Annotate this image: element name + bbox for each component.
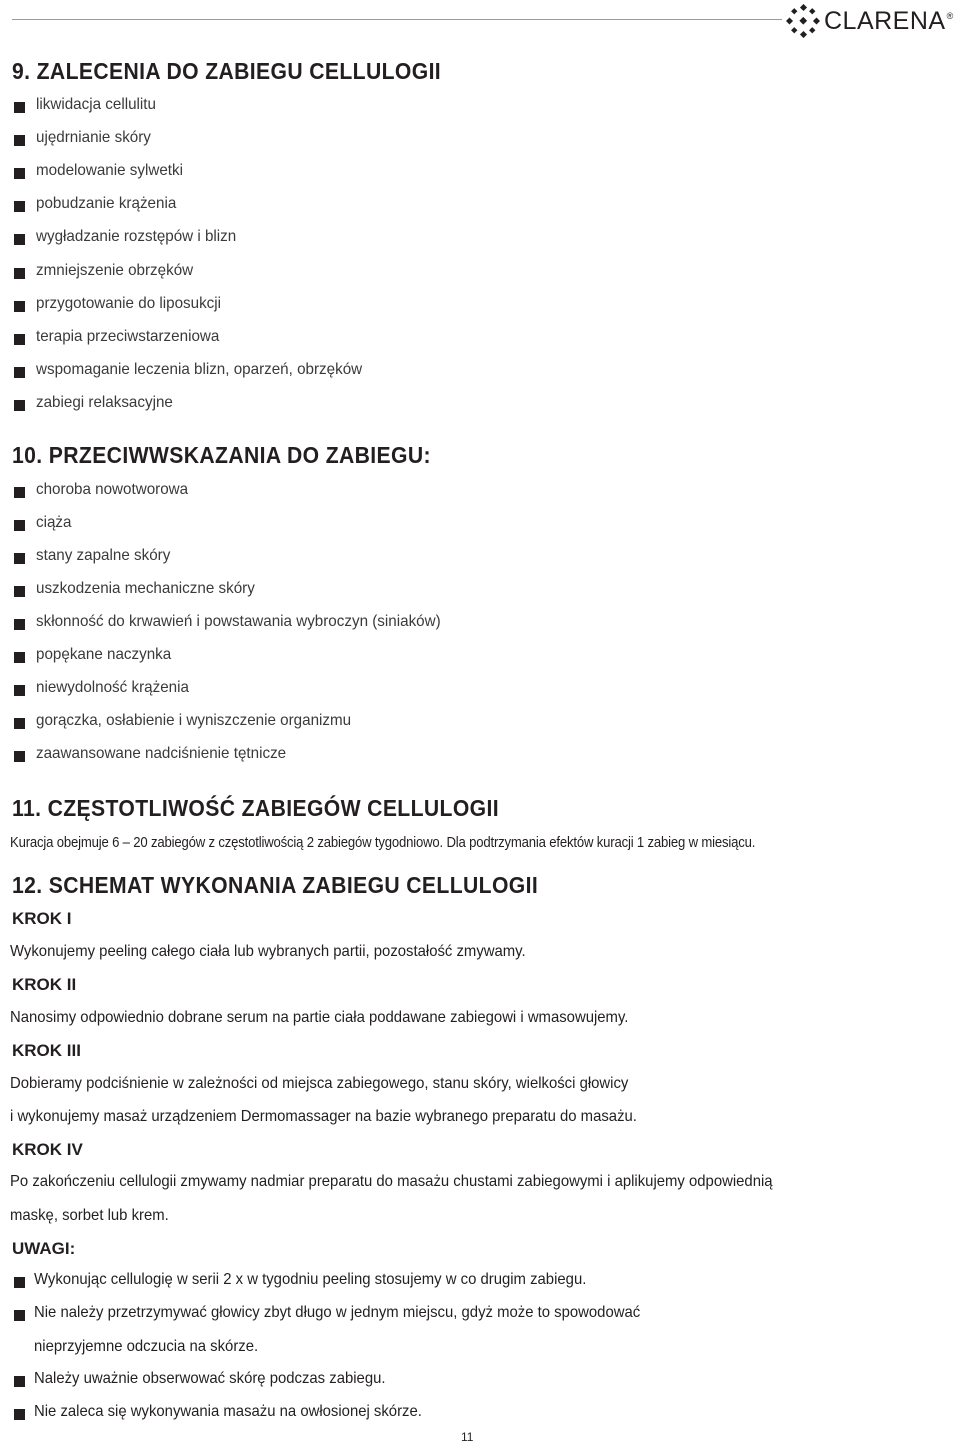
step-4-label: KROK IV (12, 1140, 83, 1159)
list-item: przygotowanie do liposukcji (36, 294, 222, 312)
bullet-icon (14, 652, 25, 663)
list-item: wygładzanie rozstępów i blizn (36, 228, 237, 246)
frequency-text: Kuracja obejmuje 6 – 20 zabiegów z częstotliwością 2 zabiegów tygodniowo. Dla podtrzymania efektów kuracji 1 zabieg w miesiącu. (10, 834, 756, 851)
step-4-line-1: Po zakończeniu cellulogii zmywamy nadmiar preparatu do masażu chustami zabiegowymi i aplikujemy odpowiednią (10, 1173, 773, 1190)
bullet-icon (14, 234, 25, 245)
bullet-icon (14, 1277, 25, 1288)
note-4-line-1: Nie zaleca się wykonywania masażu na owłosionej skórze. (34, 1403, 422, 1420)
note-2-line-2: nieprzyjemne odczucia na skórze. (34, 1338, 259, 1355)
note-1-line-1: Wykonując cellulogię w serii 2 x w tygodniu peeling stosujemy w co drugim zabiegu. (34, 1271, 587, 1288)
section-10-title: 10. PRZECIWWSKAZANIA DO ZABIEGU: (12, 442, 431, 468)
bullet-icon (14, 102, 25, 113)
bullet-icon (14, 553, 25, 564)
bullet-icon (14, 367, 25, 378)
bullet-icon (14, 718, 25, 729)
bullet-icon (14, 487, 25, 498)
brand-logo (786, 4, 958, 38)
list-item: zabiegi relaksacyjne (36, 393, 173, 411)
step-3-label: KROK III (12, 1041, 81, 1060)
note-3-line-1: Należy uważnie obserwować skórę podczas zabiegu. (34, 1370, 386, 1387)
bullet-icon (14, 1409, 25, 1420)
list-item: ujędrnianie skóry (36, 129, 151, 147)
bullet-icon (14, 1376, 25, 1387)
section-11-title: 11. CZĘSTOTLIWOŚĆ ZABIEGÓW CELLULOGII (12, 795, 499, 821)
list-item: stany zapalne skóry (36, 547, 171, 564)
step-2-line-1: Nanosimy odpowiednio dobrane serum na partie ciała poddawane zabiegowi i wmasowujemy. (10, 1009, 629, 1026)
bullet-icon (14, 586, 25, 597)
section-12-title: 12. SCHEMAT WYKONANIA ZABIEGU CELLULOGII (12, 872, 539, 898)
step-3-line-2: i wykonujemy masaż urządzeniem Dermomassager na bazie wybranego preparatu do masażu. (10, 1108, 637, 1125)
logo-flower-icon (786, 4, 820, 38)
list-item: skłonność do krwawień i powstawania wybroczyn (siniaków) (36, 613, 441, 630)
step-1-label: KROK I (12, 909, 72, 928)
bullet-icon (14, 520, 25, 531)
list-item: niewydolność krążenia (36, 679, 189, 696)
bullet-icon (14, 201, 25, 212)
list-item: modelowanie sylwetki (36, 162, 183, 180)
bullet-icon (14, 685, 25, 696)
step-4-line-2: maskę, sorbet lub krem. (10, 1207, 169, 1224)
bullet-icon (14, 135, 25, 146)
header-rule (12, 19, 782, 20)
bullet-icon (14, 168, 25, 179)
brand-name: CLARENA® (824, 6, 954, 35)
list-item: choroba nowotworowa (36, 481, 189, 498)
bullet-icon (14, 334, 25, 345)
notes-label: UWAGI: (12, 1239, 76, 1258)
list-item: gorączka, osłabienie i wyniszczenie organizmu (36, 712, 352, 729)
page-number: 11 (461, 1430, 474, 1444)
list-item: likwidacja cellulitu (36, 96, 156, 113)
bullet-icon (14, 268, 25, 279)
list-item: wspomaganie leczenia blizn, oparzeń, obrzęków (36, 360, 363, 378)
bullet-icon (14, 1310, 25, 1321)
list-item: pobudzanie krążenia (36, 195, 177, 213)
bullet-icon (14, 301, 25, 312)
note-2-line-1: Nie należy przetrzymywać głowicy zbyt długo w jednym miejscu, gdyż może to spowodować (34, 1304, 641, 1321)
list-item: terapia przeciwstarzeniowa (36, 327, 220, 345)
bullet-icon (14, 400, 25, 411)
list-item: popękane naczynka (36, 646, 172, 663)
list-item: zaawansowane nadciśnienie tętnicze (36, 745, 287, 762)
bullet-icon (14, 619, 25, 630)
step-1-line-1: Wykonujemy peeling całego ciała lub wybranych partii, pozostałość zmywamy. (10, 943, 526, 960)
step-2-label: KROK II (12, 975, 77, 994)
list-item: uszkodzenia mechaniczne skóry (36, 580, 255, 597)
section-9-title: 9. ZALECENIA DO ZABIEGU CELLULOGII (12, 58, 442, 84)
bullet-icon (14, 751, 25, 762)
list-item: ciąża (36, 514, 72, 531)
list-item: zmniejszenie obrzęków (36, 261, 194, 279)
step-3-line-1: Dobieramy podciśnienie w zależności od miejsca zabiegowego, stanu skóry, wielkości głowicy (10, 1075, 629, 1092)
